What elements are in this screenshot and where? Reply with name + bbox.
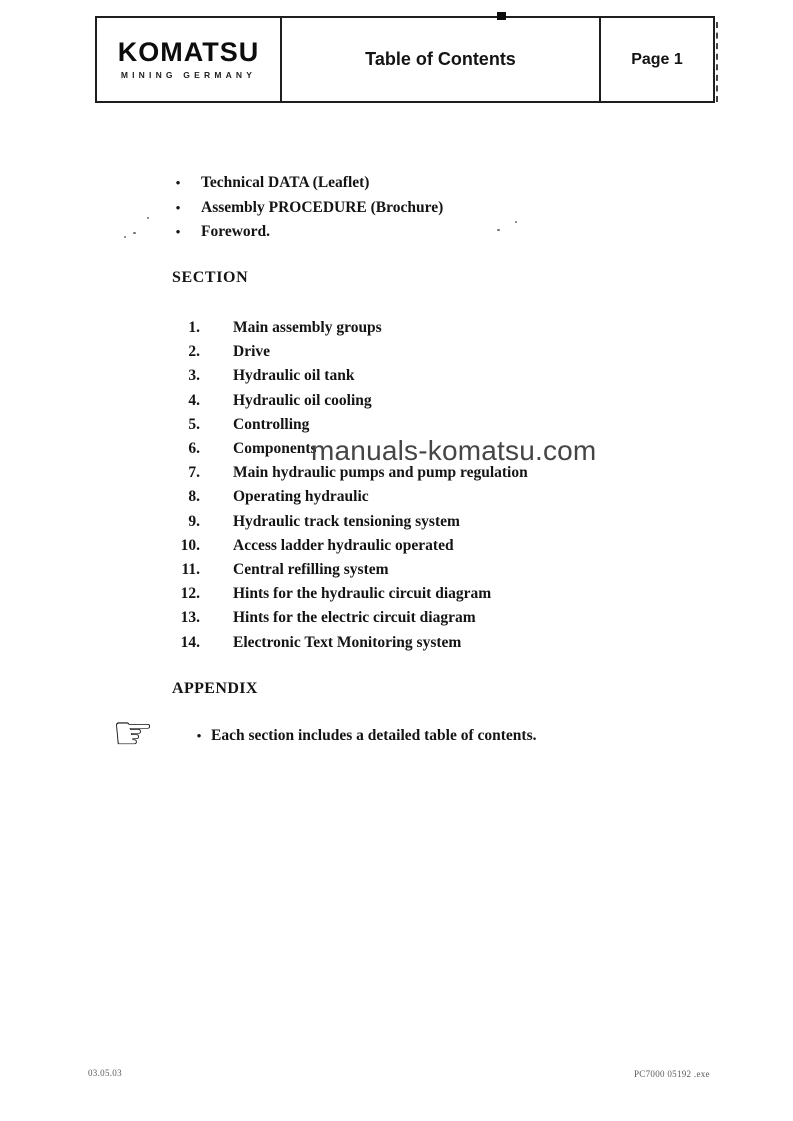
toc-number: 1. (188, 319, 200, 336)
page-number: Page 1 (631, 50, 683, 68)
toc-number: 4. (188, 391, 200, 409)
footer-date: 03.05.03 (88, 1068, 122, 1078)
scan-dot-artifact (133, 232, 136, 234)
toc-number: 10. (180, 536, 200, 554)
toc-number: 2. (188, 343, 200, 361)
bullet-icon: • (175, 175, 181, 190)
toc-number: 11. (181, 561, 200, 579)
section-heading: SECTION (172, 269, 249, 286)
toc-number: 9. (188, 512, 200, 530)
toc-row (172, 558, 528, 582)
scan-dot-artifact (124, 236, 126, 238)
scan-edge-artifact (716, 22, 718, 102)
toc-label: Operating hydraulic (233, 488, 369, 506)
pointing-hand-icon: ☞ (112, 706, 155, 761)
bullet-icon: • (175, 199, 181, 215)
komatsu-logo-text: KOMATSU (117, 37, 260, 67)
bullet-icon: • (196, 728, 202, 743)
intro-bullet-label: Technical DATA (Leaflet) (201, 174, 370, 191)
toc-row (172, 631, 528, 655)
toc-number: 3. (188, 367, 200, 385)
toc-number: 14. (180, 633, 200, 651)
intro-bullet-list (172, 171, 443, 245)
toc-row (172, 606, 528, 630)
toc-label: Hydraulic track tensioning system (233, 512, 460, 530)
appendix-note (193, 727, 537, 745)
toc-row (172, 485, 528, 509)
toc-label: Main assembly groups (233, 319, 382, 336)
intro-bullet-label: Foreword. (201, 223, 271, 240)
toc-row (172, 510, 528, 534)
toc-row (172, 534, 528, 558)
appendix-heading: APPENDIX (172, 680, 258, 697)
toc-label: Central refilling system (233, 561, 389, 579)
watermark: manuals-komatsu.com (311, 435, 597, 466)
toc-number: 8. (188, 488, 200, 506)
page-title: Table of Contents (365, 49, 516, 69)
appendix-note-label: Each section includes a detailed table of contents. (211, 727, 537, 744)
bullet-icon: • (175, 224, 181, 239)
header-table (95, 16, 715, 103)
toc-label: Hints for the hydraulic circuit diagram (233, 585, 492, 603)
toc-label: Drive (233, 343, 271, 361)
toc-row (172, 316, 528, 340)
footer-docid: PC7000 05192 .exe (634, 1069, 710, 1079)
intro-bullet-item (172, 171, 443, 196)
logo-subtitle: MINING GERMANY (120, 70, 257, 80)
komatsu-logo (97, 18, 282, 101)
toc-label: Controlling (233, 415, 310, 433)
toc-number: 13. (180, 609, 200, 627)
toc-number: 7. (188, 464, 200, 482)
intro-bullet-label: Assembly PROCEDURE (Brochure) (201, 198, 444, 216)
intro-bullet-item (172, 196, 443, 221)
toc-label: Hints for the electric circuit diagram (233, 609, 476, 627)
toc-row (172, 340, 528, 364)
toc-row (172, 582, 528, 606)
intro-bullet-item (172, 220, 443, 245)
toc-row (172, 389, 528, 413)
toc-number: 12. (180, 585, 200, 603)
toc-number: 5. (188, 415, 200, 433)
logo-square-mark (497, 12, 506, 20)
toc-label: Access ladder hydraulic operated (233, 536, 454, 554)
toc-label: Components (233, 440, 317, 458)
toc-label: Hydraulic oil cooling (233, 391, 372, 409)
toc-row (172, 364, 528, 388)
toc-label: Electronic Text Monitoring system (233, 633, 462, 651)
scan-dot-artifact (497, 229, 500, 231)
toc-row (172, 413, 528, 437)
scan-dot-artifact (147, 217, 149, 219)
toc-list (172, 316, 528, 655)
toc-label: Hydraulic oil tank (233, 367, 355, 385)
toc-number: 6. (188, 440, 200, 458)
scan-dot-artifact (515, 221, 517, 223)
toc-label: Main hydraulic pumps and pump regulation (233, 464, 528, 482)
